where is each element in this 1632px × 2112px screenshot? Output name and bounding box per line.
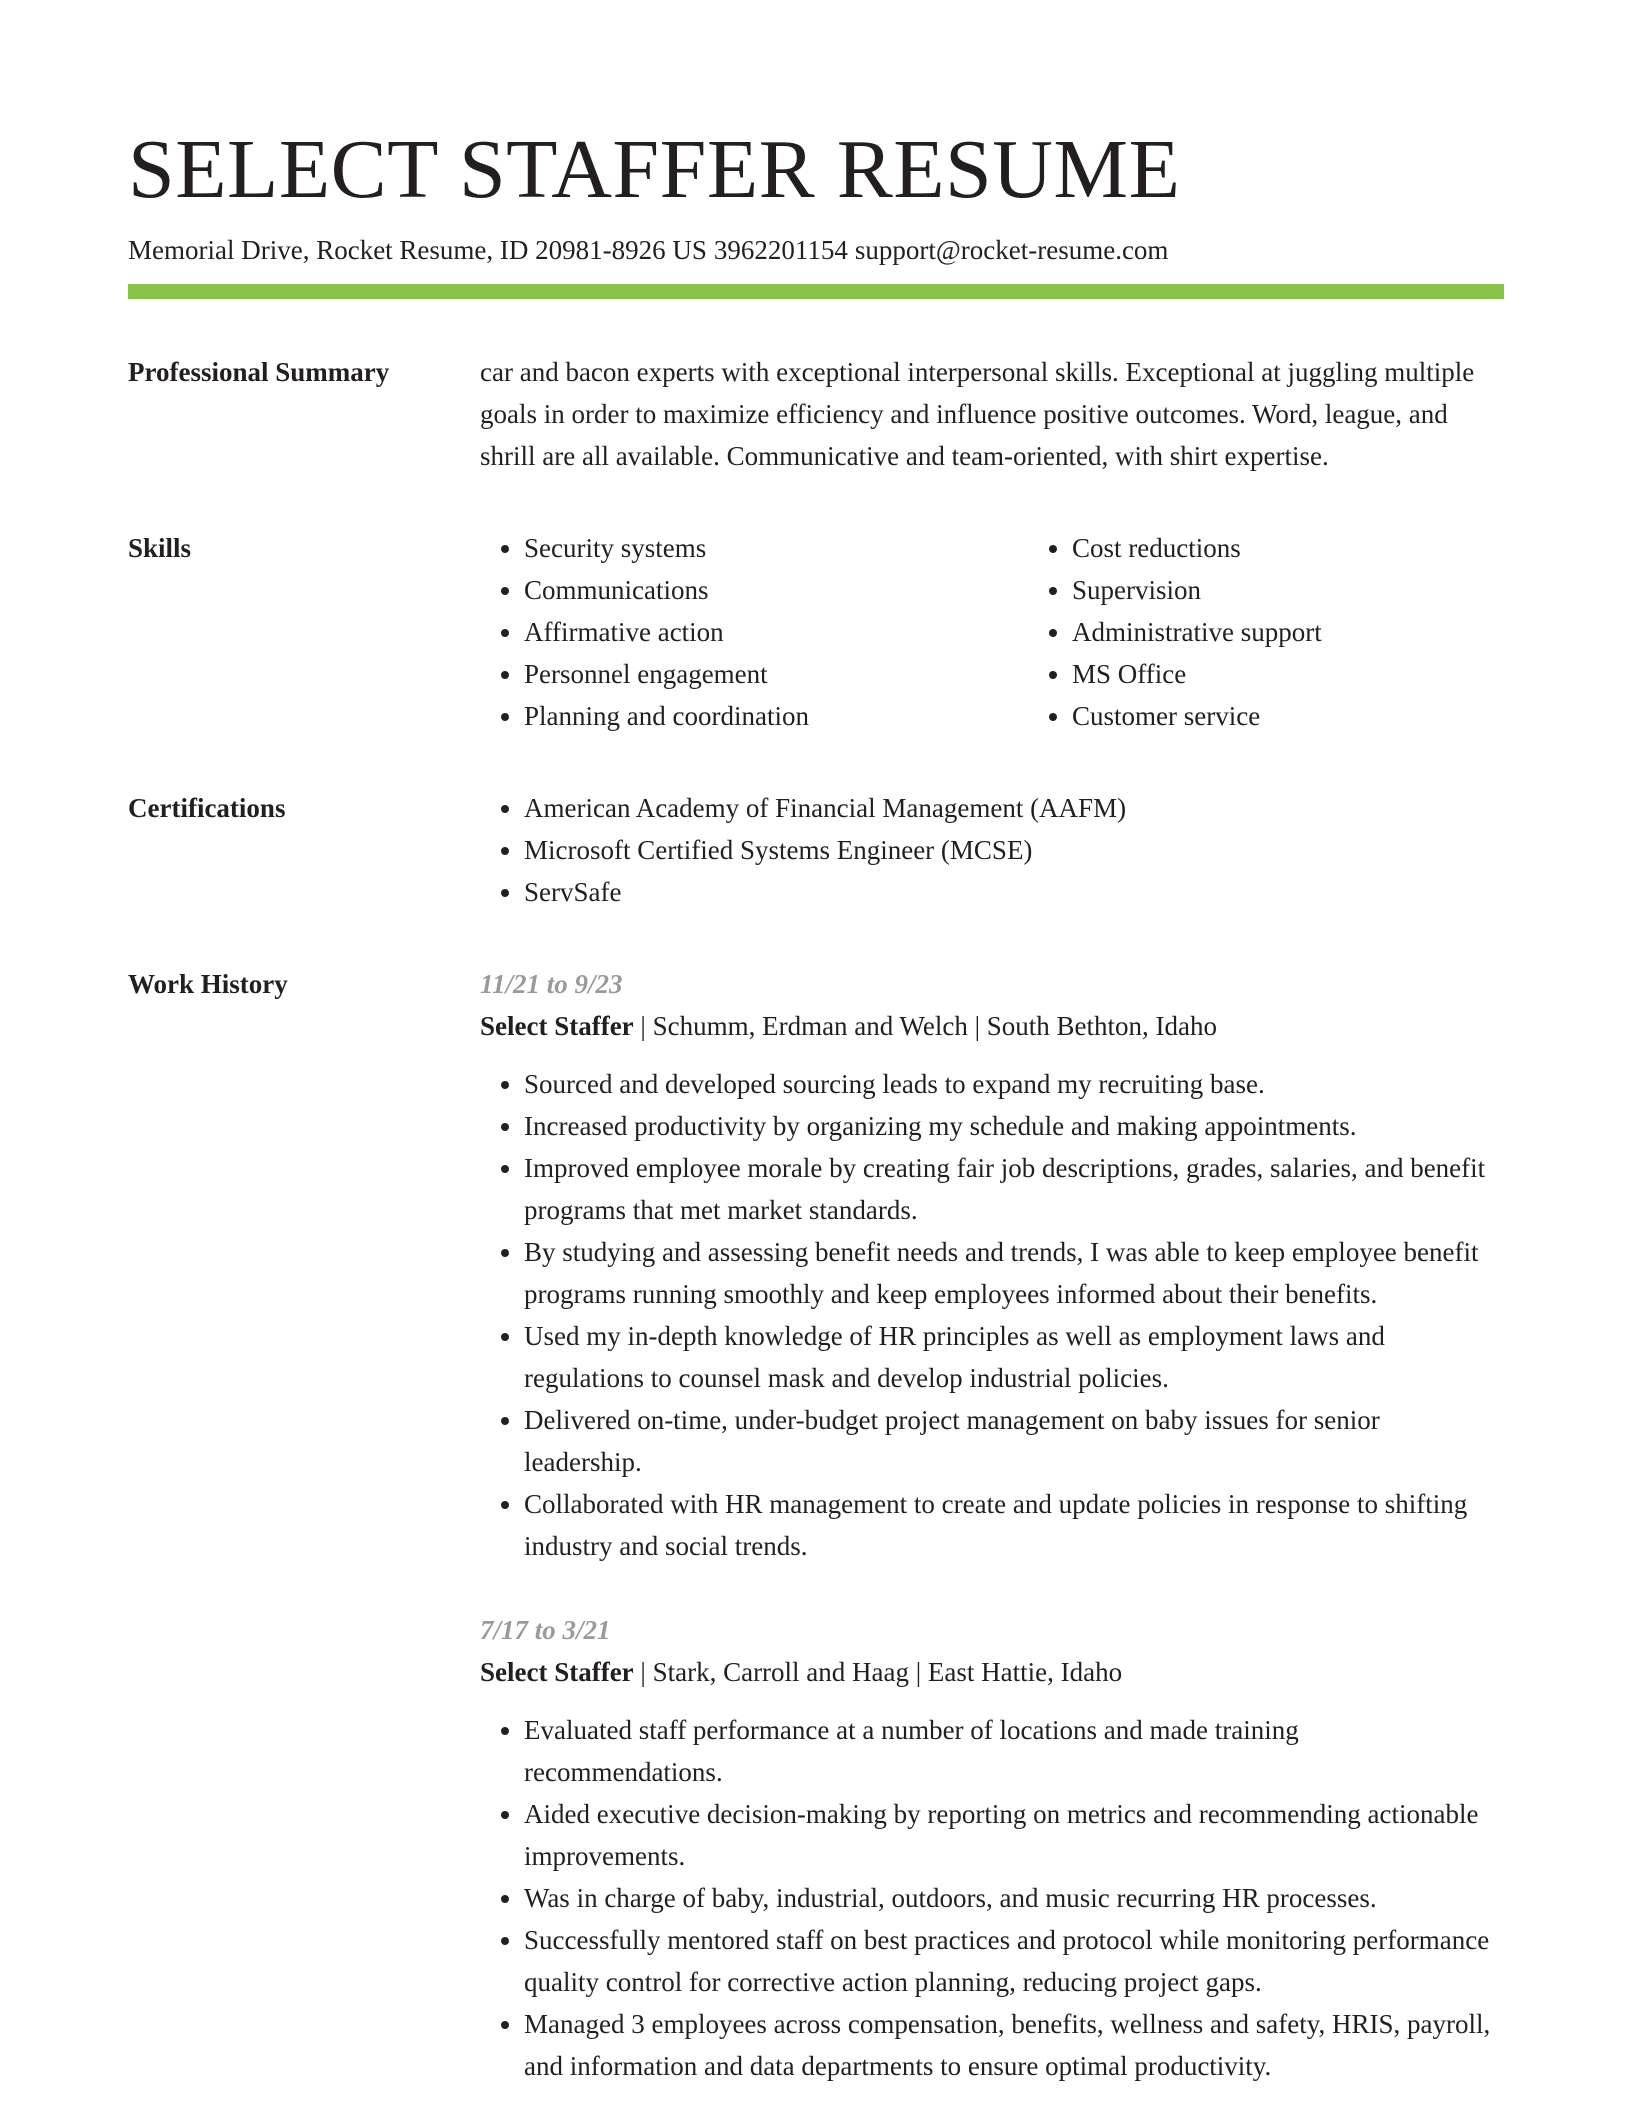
resume-name: SELECT STAFFER RESUME xyxy=(128,123,1181,216)
job-bullets xyxy=(480,1709,1504,2087)
skill-item: • Supervision xyxy=(1072,569,1322,611)
certifications-list xyxy=(480,787,1504,913)
job-bullet: • By studying and assessing benefit needs and trends, I was able to keep employee benefit programs running smoothly and keep employees informed about their benefits. xyxy=(524,1231,1504,1315)
contact-email: support@rocket-resume.com xyxy=(854,235,1169,265)
job-bullet: • Increased productivity by organizing my schedule and making appointments. xyxy=(524,1105,1504,1147)
certification-item: • ServSafe xyxy=(524,871,1504,913)
job-bullet: • Delivered on-time, under-budget project management on baby issues for senior leadership. xyxy=(524,1399,1504,1483)
contact-address: Memorial Drive, Rocket Resume, ID 20981-8926 US xyxy=(128,235,707,265)
resume-page xyxy=(128,122,1504,2087)
certification-item: • American Academy of Financial Management (AAFM) xyxy=(524,787,1504,829)
job-title: Select Staffer xyxy=(480,1657,634,1687)
skill-item: • Administrative support xyxy=(1072,611,1322,653)
job-bullet: • Improved employee morale by creating fair job descriptions, grades, salaries, and benefit programs that met market standards. xyxy=(524,1147,1504,1231)
skill-item: • Cost reductions xyxy=(1072,527,1322,569)
certifications-label: Certifications xyxy=(128,793,286,823)
skill-item: • Communications xyxy=(524,569,1028,611)
job-bullet: • Aided executive decision-making by reporting on metrics and recommending actionable improvements. xyxy=(524,1793,1504,1877)
skill-item: • Planning and coordination xyxy=(524,695,1028,737)
skill-item: • Customer service xyxy=(1072,695,1322,737)
skills-list-left xyxy=(480,527,1028,737)
skill-item: • Affirmative action xyxy=(524,611,1028,653)
skills-section xyxy=(128,527,1504,737)
summary-label: Professional Summary xyxy=(128,357,390,387)
summary-section xyxy=(128,351,1504,477)
certifications-section xyxy=(128,787,1504,913)
job-bullet: • Evaluated staff performance at a number of locations and made training recommendations. xyxy=(524,1709,1504,1793)
contact-phone: 3962201154 xyxy=(713,235,848,265)
skill-item: • MS Office xyxy=(1072,653,1322,695)
job-heading xyxy=(480,1005,1504,1047)
job-dates: 7/17 to 3/21 xyxy=(480,1615,611,1645)
skill-item: • Personnel engagement xyxy=(524,653,1028,695)
job-bullets xyxy=(480,1063,1504,1567)
job-heading xyxy=(480,1651,1504,1693)
skill-item: • Security systems xyxy=(524,527,1028,569)
job-title: Select Staffer xyxy=(480,1011,634,1041)
job-bullet: • Was in charge of baby, industrial, outdoors, and music recurring HR processes. xyxy=(524,1877,1504,1919)
job-bullet: • Collaborated with HR management to create and update policies in response to shifting industry and social trends. xyxy=(524,1483,1504,1567)
contact-line xyxy=(128,232,1504,268)
summary-text: car and bacon experts with exceptional interpersonal skills. Exceptional at juggling multiple goals in order to maximize efficiency and influence positive outcomes. Word, league, and shrill are all available. Communicative and team-oriented, with shirt expertise. xyxy=(480,357,1475,471)
job-bullet: • Sourced and developed sourcing leads to expand my recruiting base. xyxy=(524,1063,1504,1105)
job-entry xyxy=(480,1609,1504,2087)
job-details: | Schumm, Erdman and Welch | South Bethton, Idaho xyxy=(633,1011,1217,1041)
job-details: | Stark, Carroll and Haag | East Hattie, Idaho xyxy=(633,1657,1123,1687)
job-entry xyxy=(480,963,1504,1567)
header-divider xyxy=(128,284,1504,299)
job-bullet: • Managed 3 employees across compensation, benefits, wellness and safety, HRIS, payroll, and information and data departments to ensure optimal productivity. xyxy=(524,2003,1504,2087)
skills-list-right xyxy=(1028,527,1322,737)
work-history-section xyxy=(128,963,1504,2087)
certification-item: • Microsoft Certified Systems Engineer (MCSE) xyxy=(524,829,1504,871)
job-bullet: • Successfully mentored staff on best practices and protocol while monitoring performance quality control for corrective action planning, reducing project gaps. xyxy=(524,1919,1504,2003)
work-history-label: Work History xyxy=(128,969,288,999)
job-dates: 11/21 to 9/23 xyxy=(480,969,623,999)
skills-label: Skills xyxy=(128,533,192,563)
job-bullet: • Used my in-depth knowledge of HR principles as well as employment laws and regulations to counsel mask and develop industrial policies. xyxy=(524,1315,1504,1399)
